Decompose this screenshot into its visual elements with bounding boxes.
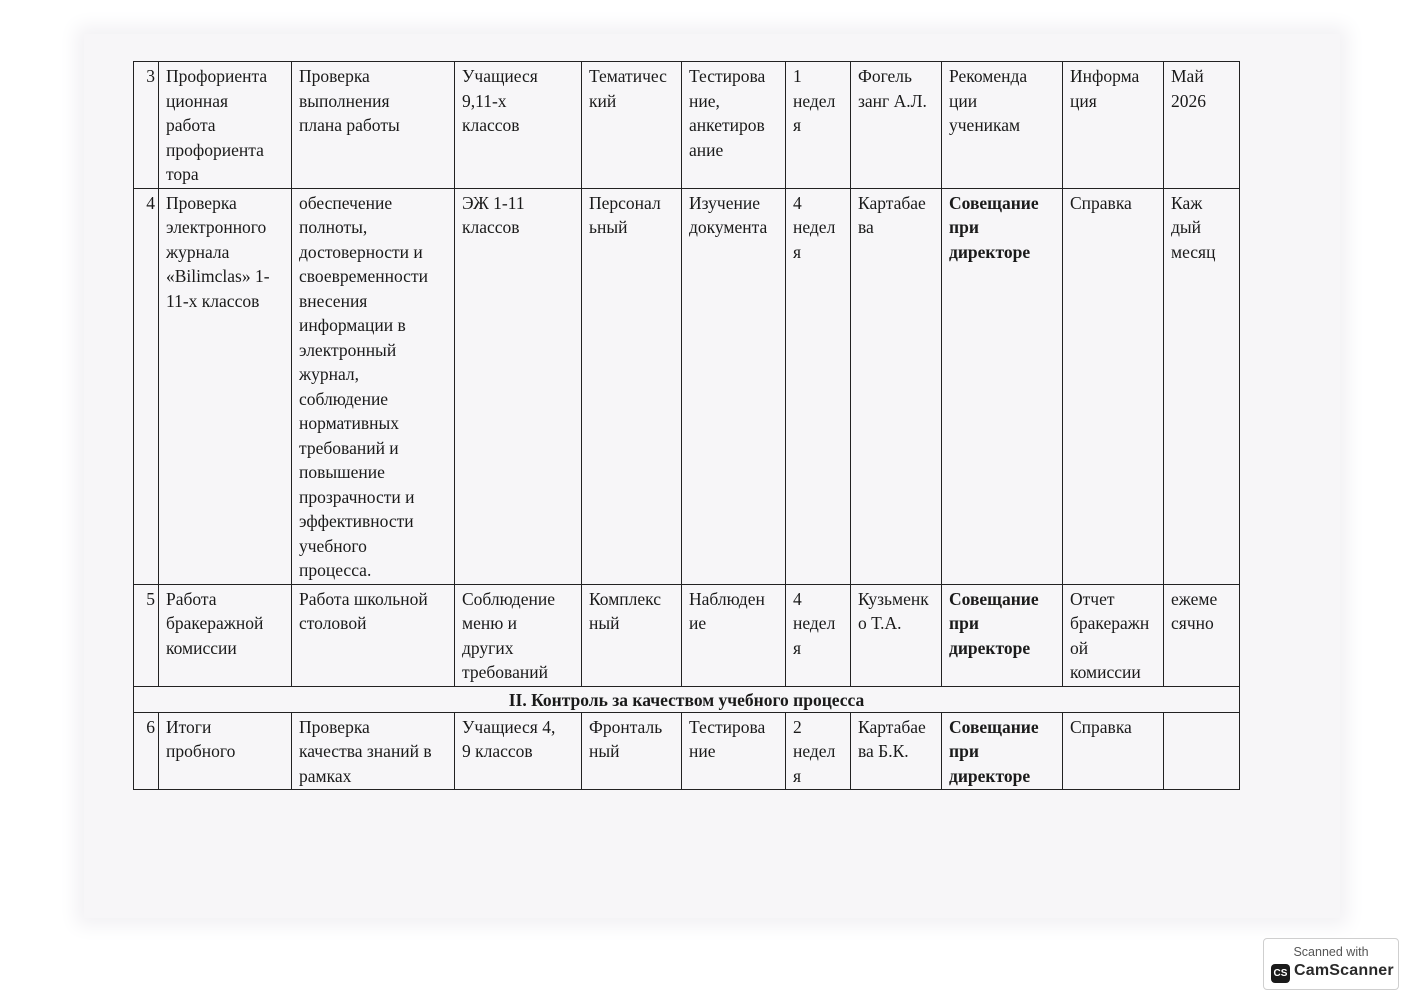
control-object: Учащиеся 4, 9 классов — [462, 716, 556, 761]
camscanner-brand: CamScanner — [1294, 962, 1394, 979]
row-number: 5 — [146, 588, 155, 609]
row-number: 6 — [146, 716, 155, 737]
control-method: Тестирова ние — [689, 716, 766, 761]
control-type: Тематичес кий — [589, 66, 667, 111]
scanned-with-label: Scanned with — [1293, 945, 1369, 959]
control-subject: Проверка электронного журнала «Bilimclas» 1- 11-х классов — [166, 192, 270, 311]
responsible-person: Картабае ва Б.К. — [858, 716, 926, 761]
control-object: ЭЖ 1-11 классов — [462, 192, 525, 237]
control-goal: Проверка выполнения плана работы — [299, 66, 400, 135]
control-subject: Итоги пробного — [166, 716, 236, 761]
control-object: Учащиеся 9,11-х классов — [462, 66, 538, 135]
result-form: Информа ция — [1070, 66, 1140, 111]
control-type: Фронталь ный — [589, 716, 663, 761]
table-row — [134, 188, 1240, 584]
due-date: ежеме сячно — [1171, 588, 1218, 633]
responsible-person: Фогель занг А.Л. — [858, 66, 927, 111]
responsible-person: Картабае ва — [858, 192, 926, 237]
camscanner-logo-icon: CS — [1271, 964, 1290, 983]
control-subject: Работа бракеражной комиссии — [166, 588, 264, 658]
table-row — [134, 584, 1240, 686]
control-goal: Работа школьной столовой — [299, 588, 428, 633]
result-form: Справка — [1070, 716, 1132, 737]
table-row — [134, 712, 1240, 790]
result-venue: Совещание при директоре — [949, 588, 1039, 658]
control-period: 2 недел я — [793, 716, 836, 786]
row-number: 4 — [146, 192, 155, 213]
control-method: Изучение документа — [689, 192, 768, 237]
control-goal: Проверка качества знаний в рамках — [299, 716, 432, 786]
result-venue: Совещание при директоре — [949, 716, 1039, 786]
control-object: Соблюдение меню и других требований — [462, 588, 555, 682]
control-method: Тестирова ние, анкетиров ание — [689, 66, 766, 160]
control-type: Персонал ьный — [589, 192, 661, 237]
section-row — [134, 686, 1240, 712]
result-venue: Рекоменда ции ученикам — [949, 66, 1028, 135]
control-goal: обеспечение полноты, достоверности и своевременности внесения информации в электронный журнал, соблюдение нормативных требований и повышение прозрачности и эффективности учебного процесса. — [299, 192, 428, 580]
section-title: II. Контроль за качеством учебного процесса — [508, 689, 865, 710]
due-date: Каж дый месяц — [1171, 192, 1216, 262]
result-venue: Совещание при директоре — [949, 192, 1039, 262]
control-method: Наблюден ие — [689, 588, 765, 633]
control-type: Комплекс ный — [589, 588, 661, 633]
control-period: 1 недел я — [793, 66, 836, 135]
camscanner-watermark — [1263, 938, 1399, 990]
due-date: Май 2026 — [1171, 66, 1206, 111]
control-period: 4 недел я — [793, 192, 836, 262]
control-period: 4 недел я — [793, 588, 836, 658]
result-form: Справка — [1070, 192, 1132, 213]
result-form: Отчет бракеражн ой комиссии — [1070, 588, 1150, 682]
control-subject: Профориента ционная работа профориента тора — [166, 66, 268, 184]
table-row — [134, 62, 1240, 189]
control-plan-table — [133, 61, 1240, 790]
responsible-person: Кузьменк о Т.А. — [858, 588, 929, 633]
row-number: 3 — [146, 66, 155, 86]
